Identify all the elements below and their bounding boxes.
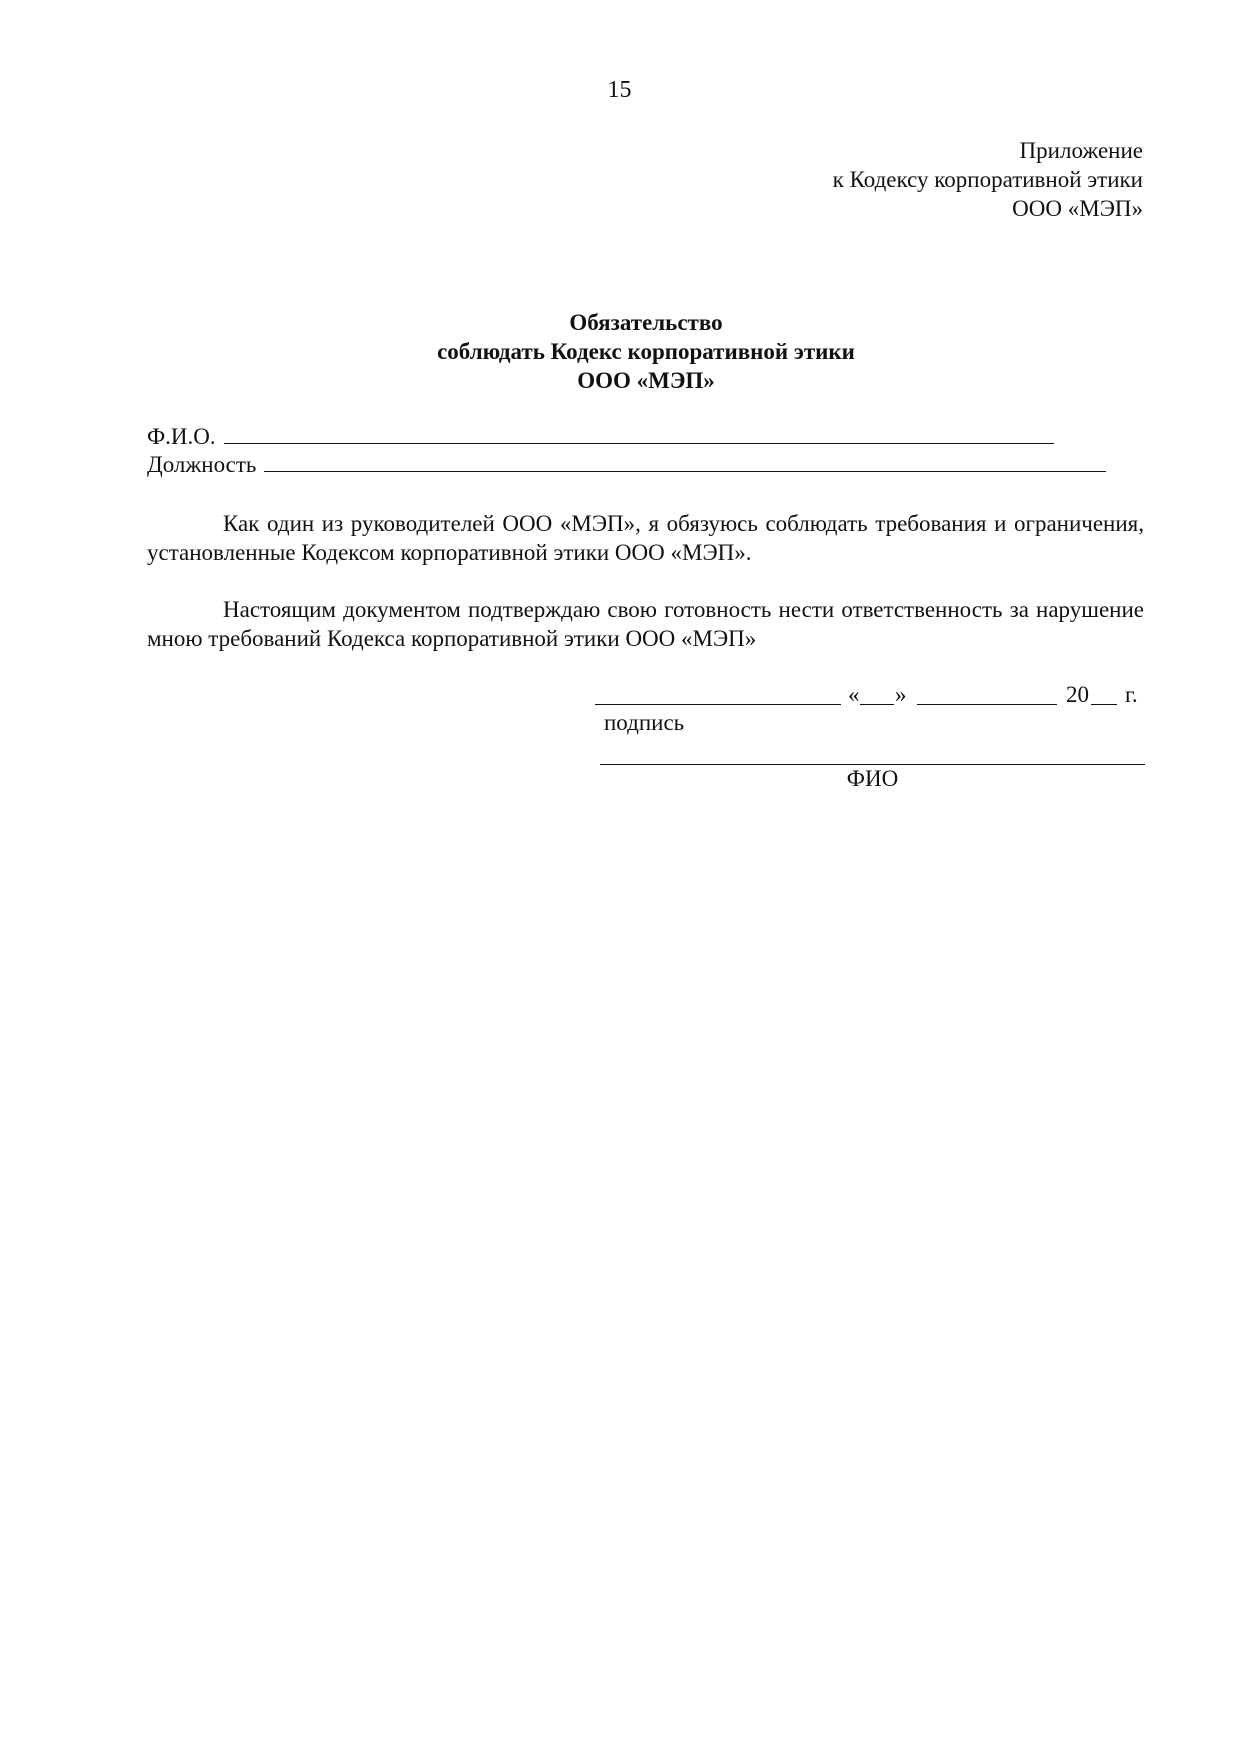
- appendix-line-3: ООО «МЭП»: [1012, 196, 1143, 221]
- title-line-1: Обязательство: [569, 310, 723, 335]
- appendix-header: [833, 136, 1143, 223]
- year-prefix: 20: [1066, 682, 1089, 707]
- page-number: 15: [607, 77, 632, 103]
- document-title: [148, 308, 1144, 395]
- paragraph-obligation: Как один из руководителей ООО «МЭП», я обязуюсь соблюдать требования и ограничения, установленные Кодексом корпоративной этики ООО «МЭП».: [147, 511, 1144, 565]
- appendix-line-1: Приложение: [1019, 138, 1143, 163]
- fio-label: Ф.И.О.: [147, 424, 216, 449]
- signature-caption: подпись: [604, 710, 685, 735]
- fio-blank-line: [224, 421, 1054, 444]
- appendix-line-2: к Кодексу корпоративной этики: [832, 167, 1143, 192]
- month-blank-line: [917, 680, 1057, 705]
- position-blank-line: [264, 449, 1106, 472]
- year-suffix: г.: [1125, 682, 1138, 707]
- position-field-row: [147, 449, 1106, 479]
- fio-field-row: [147, 421, 1054, 451]
- position-label: Должность: [147, 452, 257, 477]
- paragraph-responsibility: Настоящим документом подтверждаю свою готовность нести ответственность за нарушение мною требований Кодекса корпоративной этики ООО «МЭП»: [147, 597, 1144, 651]
- signature-date-row: [595, 680, 1145, 710]
- name-blank-line: [600, 740, 1145, 765]
- signature-blank-line: [595, 680, 841, 705]
- year-blank-line: [1091, 680, 1117, 705]
- day-quote-open: «: [848, 682, 860, 707]
- day-quote-close: »: [895, 682, 907, 707]
- day-blank-line: [860, 680, 894, 705]
- name-caption: ФИО: [846, 766, 899, 791]
- title-line-3: ООО «МЭП»: [577, 368, 715, 393]
- title-line-2: соблюдать Кодекс корпоративной этики: [437, 339, 855, 364]
